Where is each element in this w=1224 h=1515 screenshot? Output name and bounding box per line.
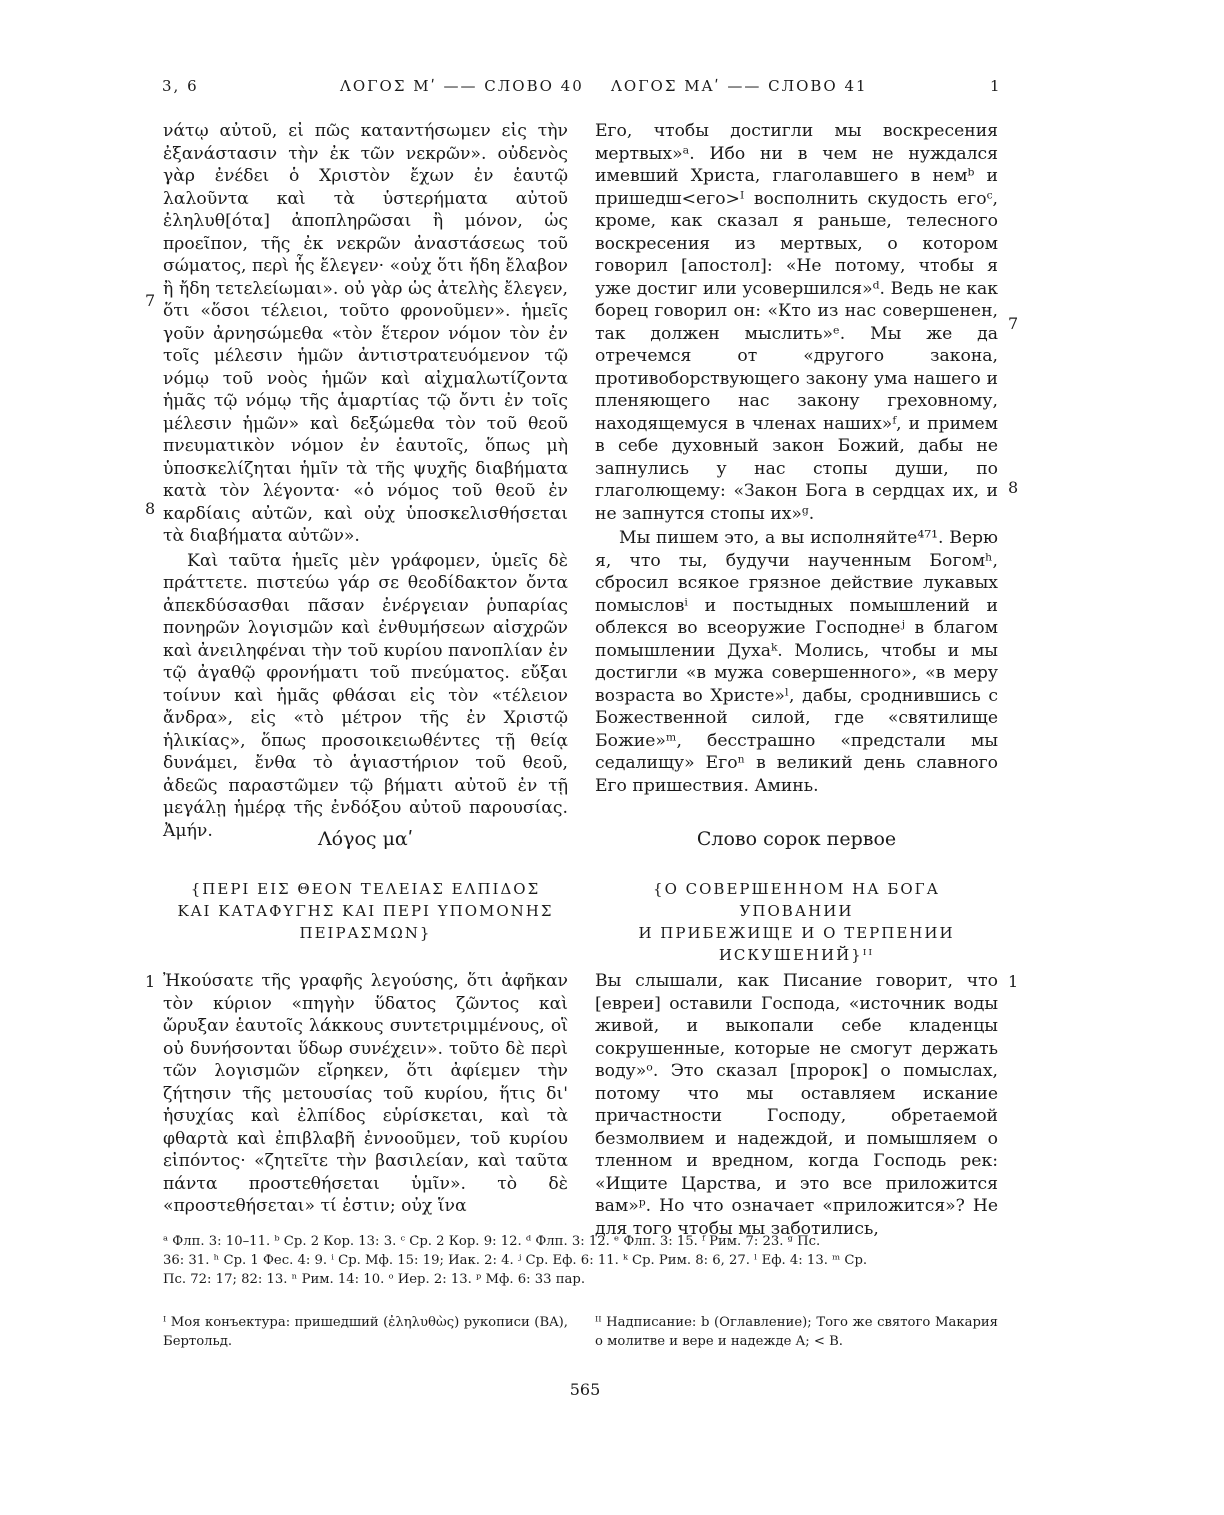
greek-subtitle-line-3: ΠΕΙΡΑΣΜΩΝ} [299, 924, 432, 942]
critical-note-left: ᴵ Моя конъектура: пришедший (ἐληλυθὼς) рукописи (BA), Бертольд. [163, 1315, 568, 1349]
critical-note-right: ᴵᴵ Надписание: b (Оглавление); Того же святого Макария о молитве и вере и надежде A; < B. [595, 1315, 998, 1349]
russian-bottom-paragraph: Вы слышали, как Писание говорит, что [евреи] оставили Господа, «источник воды живой, и выкопали себе кладенцы сокрушенные, которые не смогут держать воду»ᵒ. Это сказал [пророк] о помыслах, потому что мы оставляем искание причастности Господу, обретаемой безмолвием и надеждой, и помышляем о тленном и вредном, когда Господь рек: «Ищите Царства, и это все приложится вам»ᵖ. Но что означает «приложится»? Не для того чтобы мы заботились, [595, 971, 998, 1239]
russian-verse-number-8: 8 [1008, 478, 1019, 497]
russian-subtitle-line-2: И ПРИБЕЖИЩЕ И О ТЕРПЕНИИ [638, 924, 955, 942]
greek-top-column [163, 120, 568, 842]
greek-verse-number-8: 8 [145, 499, 156, 518]
greek-paragraph-1: νάτῳ αὐτοῦ, εἰ πῶς καταντήσωμεν εἰς τὴν ἐξανάστασιν τὴν ἐκ τῶν νεκρῶν». οὐδενὸς γὰρ ἐνέδει ὁ Χριστὸν ἔχων ἐν ἑαυτῷ λαλοῦντα καὶ τὰ ὑστερήματα αὐτοῦ ἐληλυθ[ότα] ἀποπληρῶσαι ἢ μόνον, ὡς προεῖπον, τῆς ἐκ νεκρῶν ἀναστάσεως τοῦ σώματος, περὶ ἧς ἔλεγεν· «οὐχ ὅτι ἤδη ἔλαβον ἢ ἤδη τετελείωμαι». οὐ γὰρ ὡς ἀτελὴς ἔλεγεν, ὅτι «ὅσοι τέλειοι, τοῦτο φρονοῦμεν». ἡμεῖς γοῦν ἀρνησώμεθα «τὸν ἕτερον νόμον τὸν ἐν τοῖς μέλεσιν ἡμῶν ἀντιστρατευόμενον τῷ νόμῳ τοῦ νοὸς ἡμῶν καὶ αἰχμαλωτίζοντα ἡμᾶς τῷ νόμῳ τῆς ἁμαρτίας τῷ ὄντι ἐν τοῖς μέλεσιν ἡμῶν» καὶ δεξώμεθα τὸν τοῦ θεοῦ πνευματικὸν νόμον ἐν ἑαυτοῖς, ὅπως μὴ ὑποσκελίζηται ἡμῖν τὰ τῆς ψυχῆς διαβήματα κατὰ τὸν λέγοντα· «ὁ νόμος τοῦ θεοῦ ἐν καρδίαις αὐτῶν, καὶ οὐχ ὑποσκελισθήσεται τὰ διαβήματα αὐτῶν». [163, 121, 568, 546]
footnotes-apparatus [163, 1232, 999, 1289]
greek-subtitle-line-1: {ΠΕΡΙ ΕΙΣ ΘΕΟΝ ΤΕΛΕΙΑΣ ΕΛΠΙΔΟΣ [190, 880, 541, 898]
greek-verse-number-7: 7 [145, 291, 156, 310]
russian-paragraph-2: Мы пишем это, а вы исполняйте⁴⁷¹. Верю я, что ты, будучи наученным Богомʰ, сбросил всякое грязное действие лукавых помысловⁱ и постыдных помышлений и облекся во всеоружие Господнеʲ в благом помышлении Духаᵏ. Молись, чтобы и мы достигли «в мужа совершенного», «в меру возраста во Христе»ˡ, дабы, сроднившись с Божественной силой, где «святилище Божие»ᵐ, бесстрашно «предстали мы седалищу» Егоⁿ в великий день славного Его пришествия. Аминь. [595, 528, 998, 796]
russian-verse-number-1: 1 [1008, 972, 1019, 991]
header-right-ref: 1 [990, 77, 1002, 95]
russian-top-column [595, 120, 998, 797]
russian-verse-number-7: 7 [1008, 314, 1019, 333]
russian-bottom-column [595, 970, 998, 1240]
footnote-line-3: Пс. 72: 17; 82: 13. ⁿ Рим. 14: 10. ᵒ Иер. 2: 13. ᵖ Мф. 6: 33 пар. [163, 1272, 586, 1287]
russian-subtitle-line-1: {О СОВЕРШЕННОМ НА БОГА УПОВАНИИ [653, 880, 940, 920]
greek-verse-number-1: 1 [145, 972, 156, 991]
greek-section-subtitle [163, 878, 568, 944]
russian-section-subtitle [595, 878, 998, 966]
greek-bottom-column [163, 970, 568, 1218]
russian-section-title: Слово сорок первое [696, 828, 897, 850]
greek-paragraph-2: Καὶ ταῦτα ἡμεῖς μὲν γράφομεν, ὑμεῖς δὲ πράττετε. πιστεύω γάρ σε θεοδίδακτον ὄντα ἀπεκδύσασθαι πᾶσαν ἐνέργειαν ῥυπαρίας πονηρῶν λογισμῶν καὶ ἐνθυμήσεων αἰσχρῶν καὶ ἀνειληφέναι τὴν τοῦ κυρίου πανοπλίαν ἐν τῷ ἀγαθῷ φρονήματι τοῦ πνεύματος. εὔξαι τοίνυν καὶ ἡμᾶς φθάσαι εἰς τὸν «τέλειον ἄνδρα», εἰς «τὸ μέτρον τῆς ἐν Χριστῷ ἡλικίας», ὅπως προσοικειωθέντες τῇ θείᾳ δυνάμει, ἔνθα τὸ ἁγιαστήριον τοῦ θεοῦ, ἀδεῶς παραστῶμεν τῷ βήματι αὐτοῦ ἐν τῇ μεγάλῃ ἡμέρᾳ τῆς ἐνδόξου αὐτοῦ παρουσίας. Ἀμήν. [163, 550, 568, 841]
footnote-line-2: 36: 31. ʰ Ср. 1 Фес. 4: 9. ⁱ Ср. Мф. 15: 19; Иак. 2: 4. ʲ Ср. Еф. 6: 11. ᵏ Ср. Рим. 8: 6, 27. ˡ Еф. 4: 13. ᵐ Ср. [163, 1253, 868, 1268]
greek-bottom-paragraph: Ἠκούσατε τῆς γραφῆς λεγούσης, ὅτι ἀφῆκαν τὸν κύριον «πηγὴν ὕδατος ζῶντος καὶ ὤρυξαν ἑαυτοῖς λάκκους συντετριμμένους, οἳ οὐ δυνήσονται ὕδωρ συνέχειν». τοῦτο δὲ περὶ τῶν λογισμῶν εἴρηκεν, ὅτι ἀφίεμεν τὴν ζήτησιν τῆς μετουσίας τοῦ κυρίου, ἥτις δι' ἡσυχίας καὶ ἐλπίδος εὑρίσκεται, καὶ τὰ φθαρτὰ καὶ ἐπιβλαβῆ ἐννοοῦμεν, τοῦ κυρίου εἰπόντος· «ζητεῖτε τὴν βασιλείαν, καὶ ταῦτα πάντα προστεθήσεται ὑμῖν». τὸ δὲ «προστεθήσεται» τί ἐστιν; οὐχ ἵνα [163, 971, 568, 1216]
russian-paragraph-1: Его, чтобы достигли мы воскресения мертвых»ᵃ. Ибо ни в чем не нуждался имевший Христа, глаголавшего в немᵇ и пришедш<его>ᴵ восполнить скудость егоᶜ, кроме, как сказал я раньше, телесного воскресения из мертвых, о котором говорил [апостол]: «Не потому, чтобы я уже достиг или усовершился»ᵈ. Ведь не как борец говорил он: «Кто из нас совершенен, так должен мыслить»ᵉ. Мы же да отречемся от «другого закона, противоборствующего закону ума нашего и пленяющего нас закону греховному, находящемуся в членах наших»ᶠ, и примем в себе духовный закон Божий, дабы не запнулись у нас стопы души, по глаголющему: «Закон Бога в сердцах их, и не запнутся стопы их»ᵍ. [595, 121, 998, 524]
header-left-ref: 3, 6 [162, 77, 199, 95]
greek-subtitle-line-2: ΚΑΙ ΚΑΤΑΦΥΓΗΣ ΚΑΙ ΠΕΡΙ ΥΠΟΜΟΝΗΣ [177, 902, 554, 920]
page-number: 565 [569, 1380, 601, 1399]
russian-subtitle-line-3: ИСКУШЕНИЙ}ᴵᴵ [718, 946, 875, 964]
greek-section-title: Λόγος μαʹ [317, 828, 414, 850]
header-right-title: ΛΟΓΟΣ ΜΑʹ —— СЛОВО 41 [611, 77, 868, 95]
footnote-line-1: ᵃ Флп. 3: 10–11. ᵇ Ср. 2 Кор. 13: 3. ᶜ Ср. 2 Кор. 9: 12. ᵈ Флп. 3: 12. ᵉ Флп. 3: 15. ᶠ Рим. 7: 23. ᵍ Пс. [163, 1234, 821, 1249]
header-left-title: ΛΟΓΟΣ Μʹ —— СЛОВО 40 [340, 77, 584, 95]
